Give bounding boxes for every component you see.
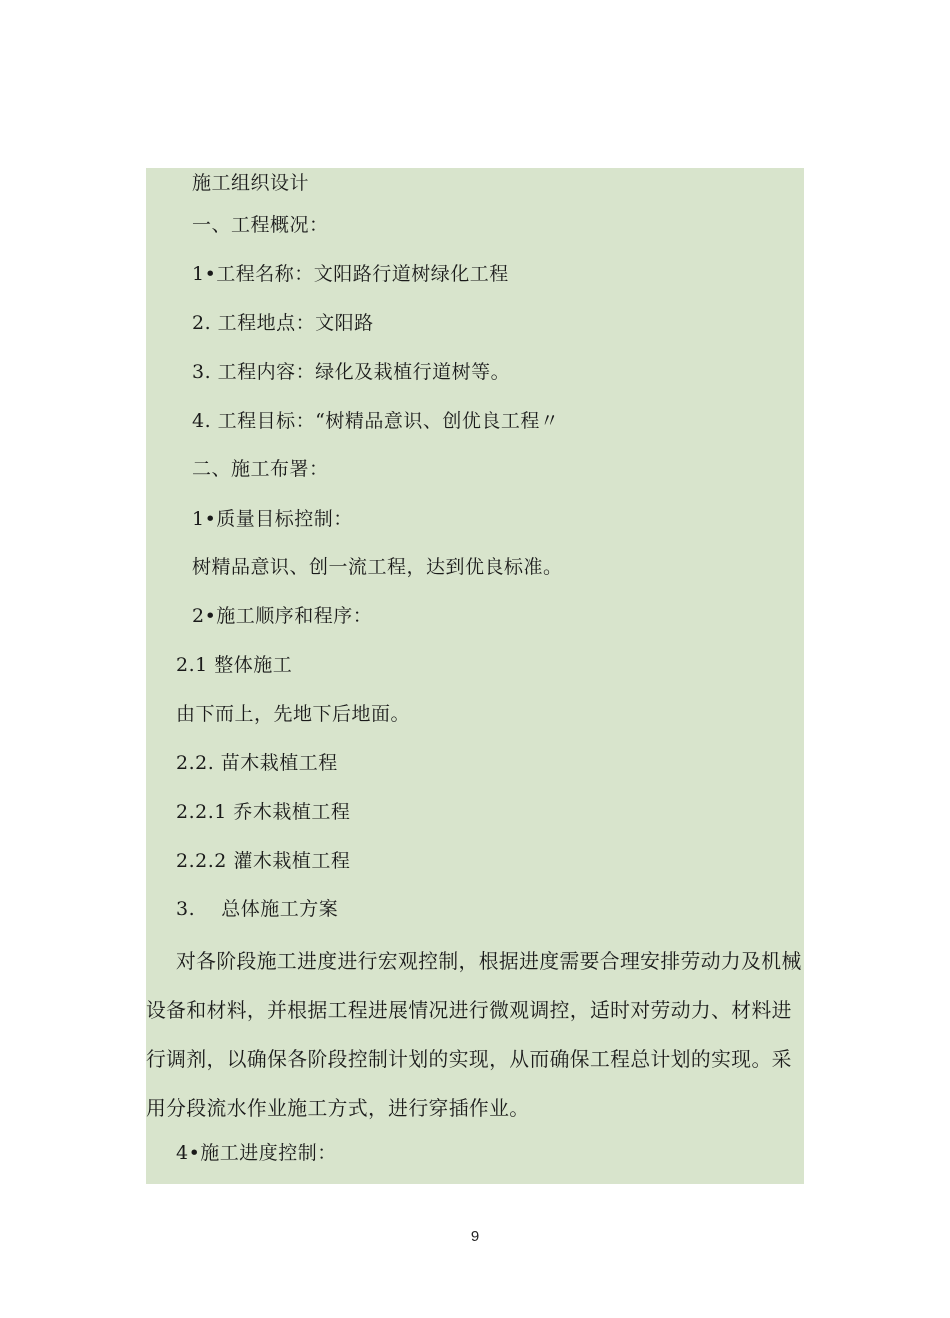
quality-control-text: 树精品意识、创一流工程，达到优良标准。 bbox=[192, 556, 563, 578]
page-number: 9 bbox=[470, 1228, 480, 1245]
project-name-item: 1•工程名称：文阳路行道树绿化工程 bbox=[192, 263, 509, 285]
tree-planting-heading: 2.2.1 乔木栽植工程 bbox=[176, 801, 351, 823]
document-title: 施工组织设计 bbox=[192, 172, 310, 194]
document-body bbox=[146, 168, 804, 1184]
overall-plan-heading: 3. 总体施工方案 bbox=[176, 898, 339, 920]
overall-plan-paragraph: 对各阶段施工进度进行宏观控制，根据进度需要合理安排劳动力及机械设备和材料，并根据工程进展情况进行微观调控，适时对劳动力、材料进行调剂，以确保各阶段控制计划的实现，从而确保工程总计划的实现。采用分段流水作业施工方式，进行穿插作业。 bbox=[146, 950, 802, 1120]
section-heading-deployment: 二、施工布署： bbox=[192, 458, 329, 480]
schedule-control-heading: 4•施工进度控制： bbox=[176, 1142, 337, 1164]
shrub-planting-heading: 2.2.2 灌木栽植工程 bbox=[176, 850, 351, 872]
quality-control-heading: 1•质量目标控制： bbox=[192, 508, 353, 530]
project-content-item: 3. 工程内容：绿化及栽植行道树等。 bbox=[192, 361, 511, 383]
overall-construction-heading: 2.1 整体施工 bbox=[176, 654, 293, 676]
overall-construction-text: 由下而上，先地下后地面。 bbox=[176, 703, 411, 725]
seedling-planting-heading: 2.2. 苗木栽植工程 bbox=[176, 752, 338, 774]
section-heading-overview: 一、工程概况： bbox=[192, 214, 329, 236]
project-goal-item: 4. 工程目标：“树精品意识、创优良工程〃 bbox=[192, 410, 560, 432]
construction-sequence-heading: 2•施工顺序和程序： bbox=[192, 605, 373, 627]
project-location-item: 2. 工程地点：文阳路 bbox=[192, 312, 374, 334]
